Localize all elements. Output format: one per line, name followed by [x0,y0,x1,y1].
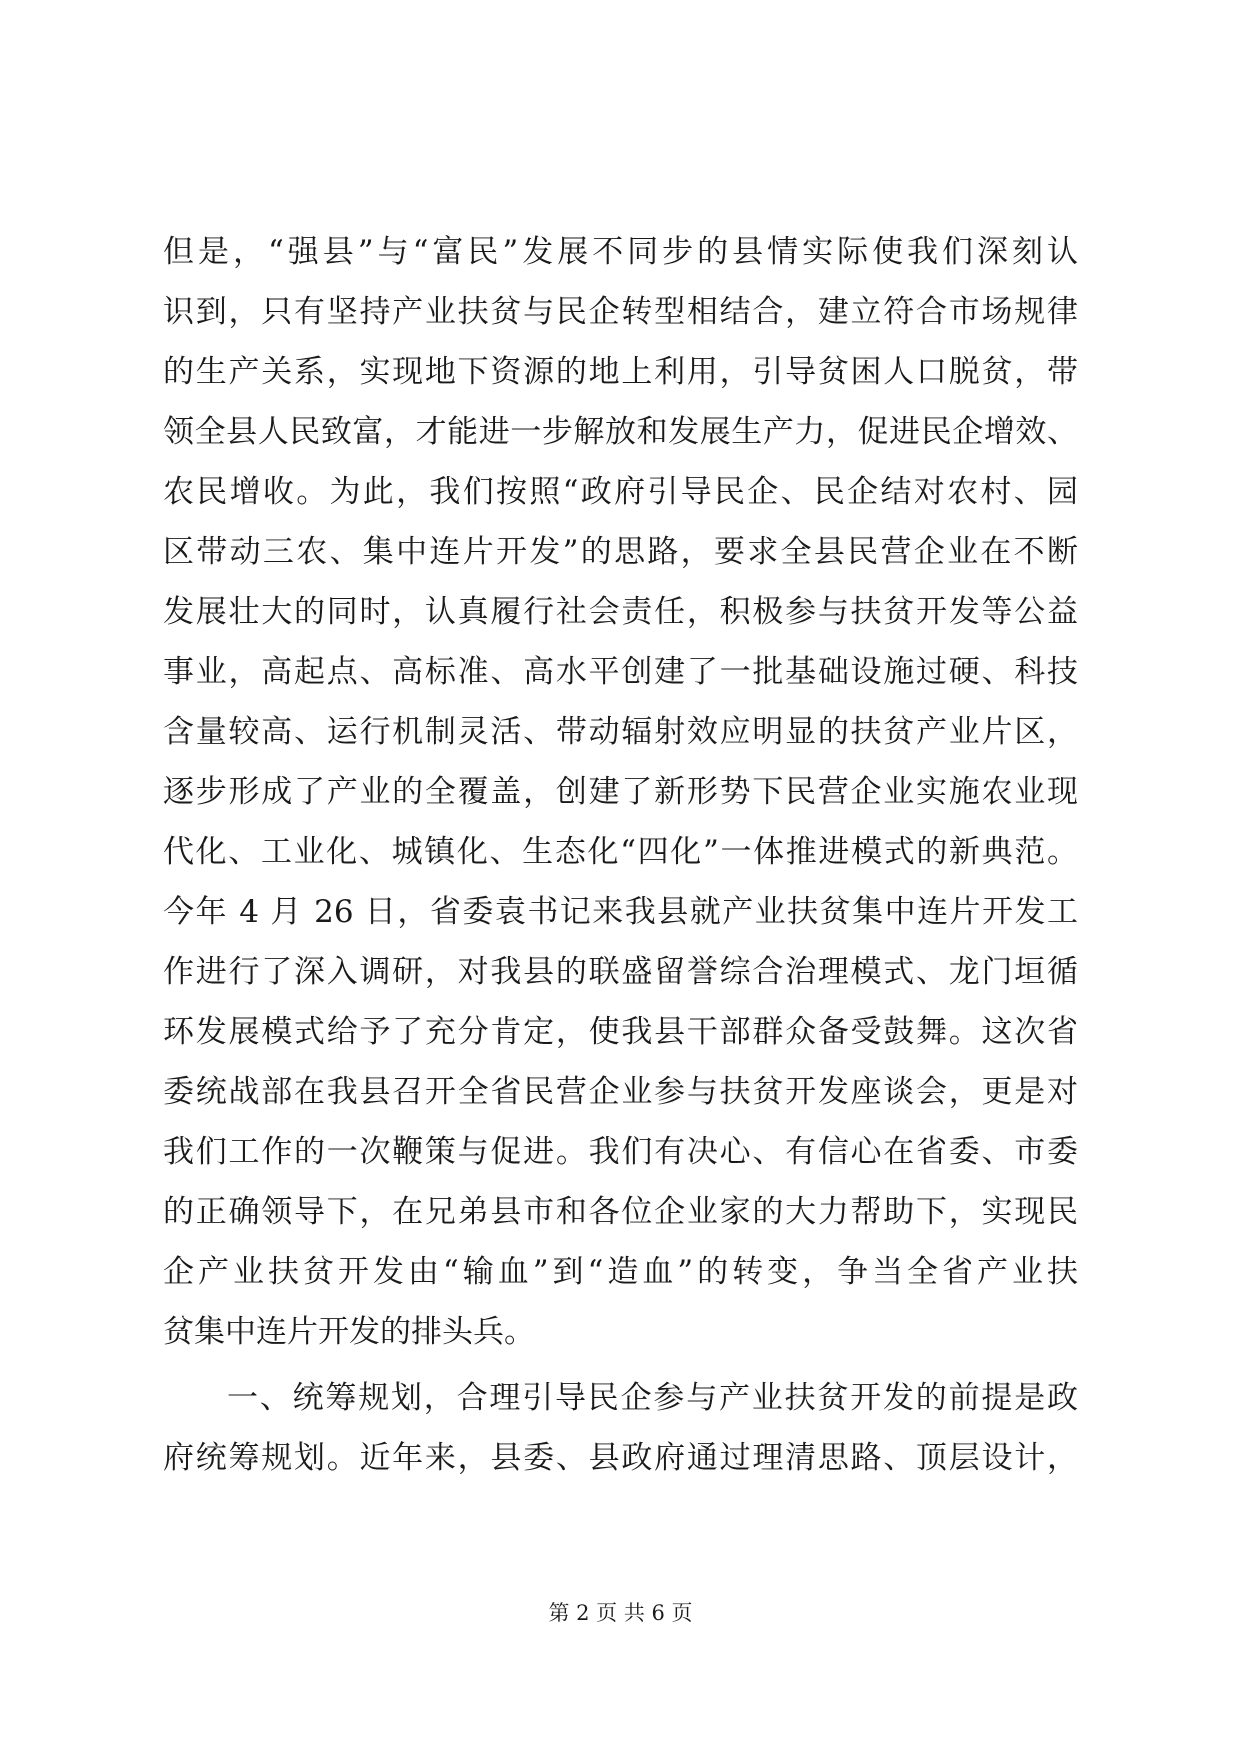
text-line: 环发展模式给予了充分肯定，使我县干部群众备受鼓舞。这次省 [163,1014,1078,1050]
document-body [163,222,1078,1488]
paragraph [163,1368,1078,1488]
text-line: 逐步形成了产业的全覆盖，创建了新形势下民营企业实施农业现 [163,774,1078,810]
text-line: 府统筹规划。近年来，县委、县政府通过理清思路、顶层设计， [163,1440,1078,1476]
text-line: 我们工作的一次鞭策与促进。我们有决心、有信心在省委、市委 [163,1134,1078,1170]
text-line: 领全县人民致富，才能进一步解放和发展生产力，促进民企增效、 [163,414,1078,450]
page-footer: 第 2 页 共 6 页 [548,1601,693,1625]
text-line: 含量较高、运行机制灵活、带动辐射效应明显的扶贫产业片区， [163,714,1078,750]
text-line: 的生产关系，实现地下资源的地上利用，引导贫困人口脱贫，带 [163,354,1078,390]
text-line: 农民增收。为此，我们按照“政府引导民企、民企结对农村、园 [163,474,1078,510]
text-line: 事业，高起点、高标准、高水平创建了一批基础设施过硬、科技 [163,654,1078,690]
text-line: 但是，“强县”与“富民”发展不同步的县情实际使我们深刻认 [163,234,1078,270]
paragraph [163,222,1078,1362]
text-line: 区带动三农、集中连片开发”的思路，要求全县民营企业在不断 [163,534,1078,570]
text-line: 一、统筹规划，合理引导民企参与产业扶贫开发的前提是政 [227,1380,1078,1416]
text-line: 发展壮大的同时，认真履行社会责任，积极参与扶贫开发等公益 [163,594,1078,630]
text-line: 代化、工业化、城镇化、生态化“四化”一体推进模式的新典范。 [163,834,1078,870]
text-line: 作进行了深入调研，对我县的联盛留誉综合治理模式、龙门垣循 [163,954,1078,990]
text-line: 贫集中连片开发的排头兵。 [163,1314,535,1350]
text-line: 识到，只有坚持产业扶贫与民企转型相结合，建立符合市场规律 [163,294,1078,330]
text-line: 企产业扶贫开发由“输血”到“造血”的转变，争当全省产业扶 [163,1254,1078,1290]
text-line: 今年 4 月 26 日，省委袁书记来我县就产业扶贫集中连片开发工 [163,894,1078,930]
text-line: 委统战部在我县召开全省民营企业参与扶贫开发座谈会，更是对 [163,1074,1078,1110]
text-line: 的正确领导下，在兄弟县市和各位企业家的大力帮助下，实现民 [163,1194,1078,1230]
